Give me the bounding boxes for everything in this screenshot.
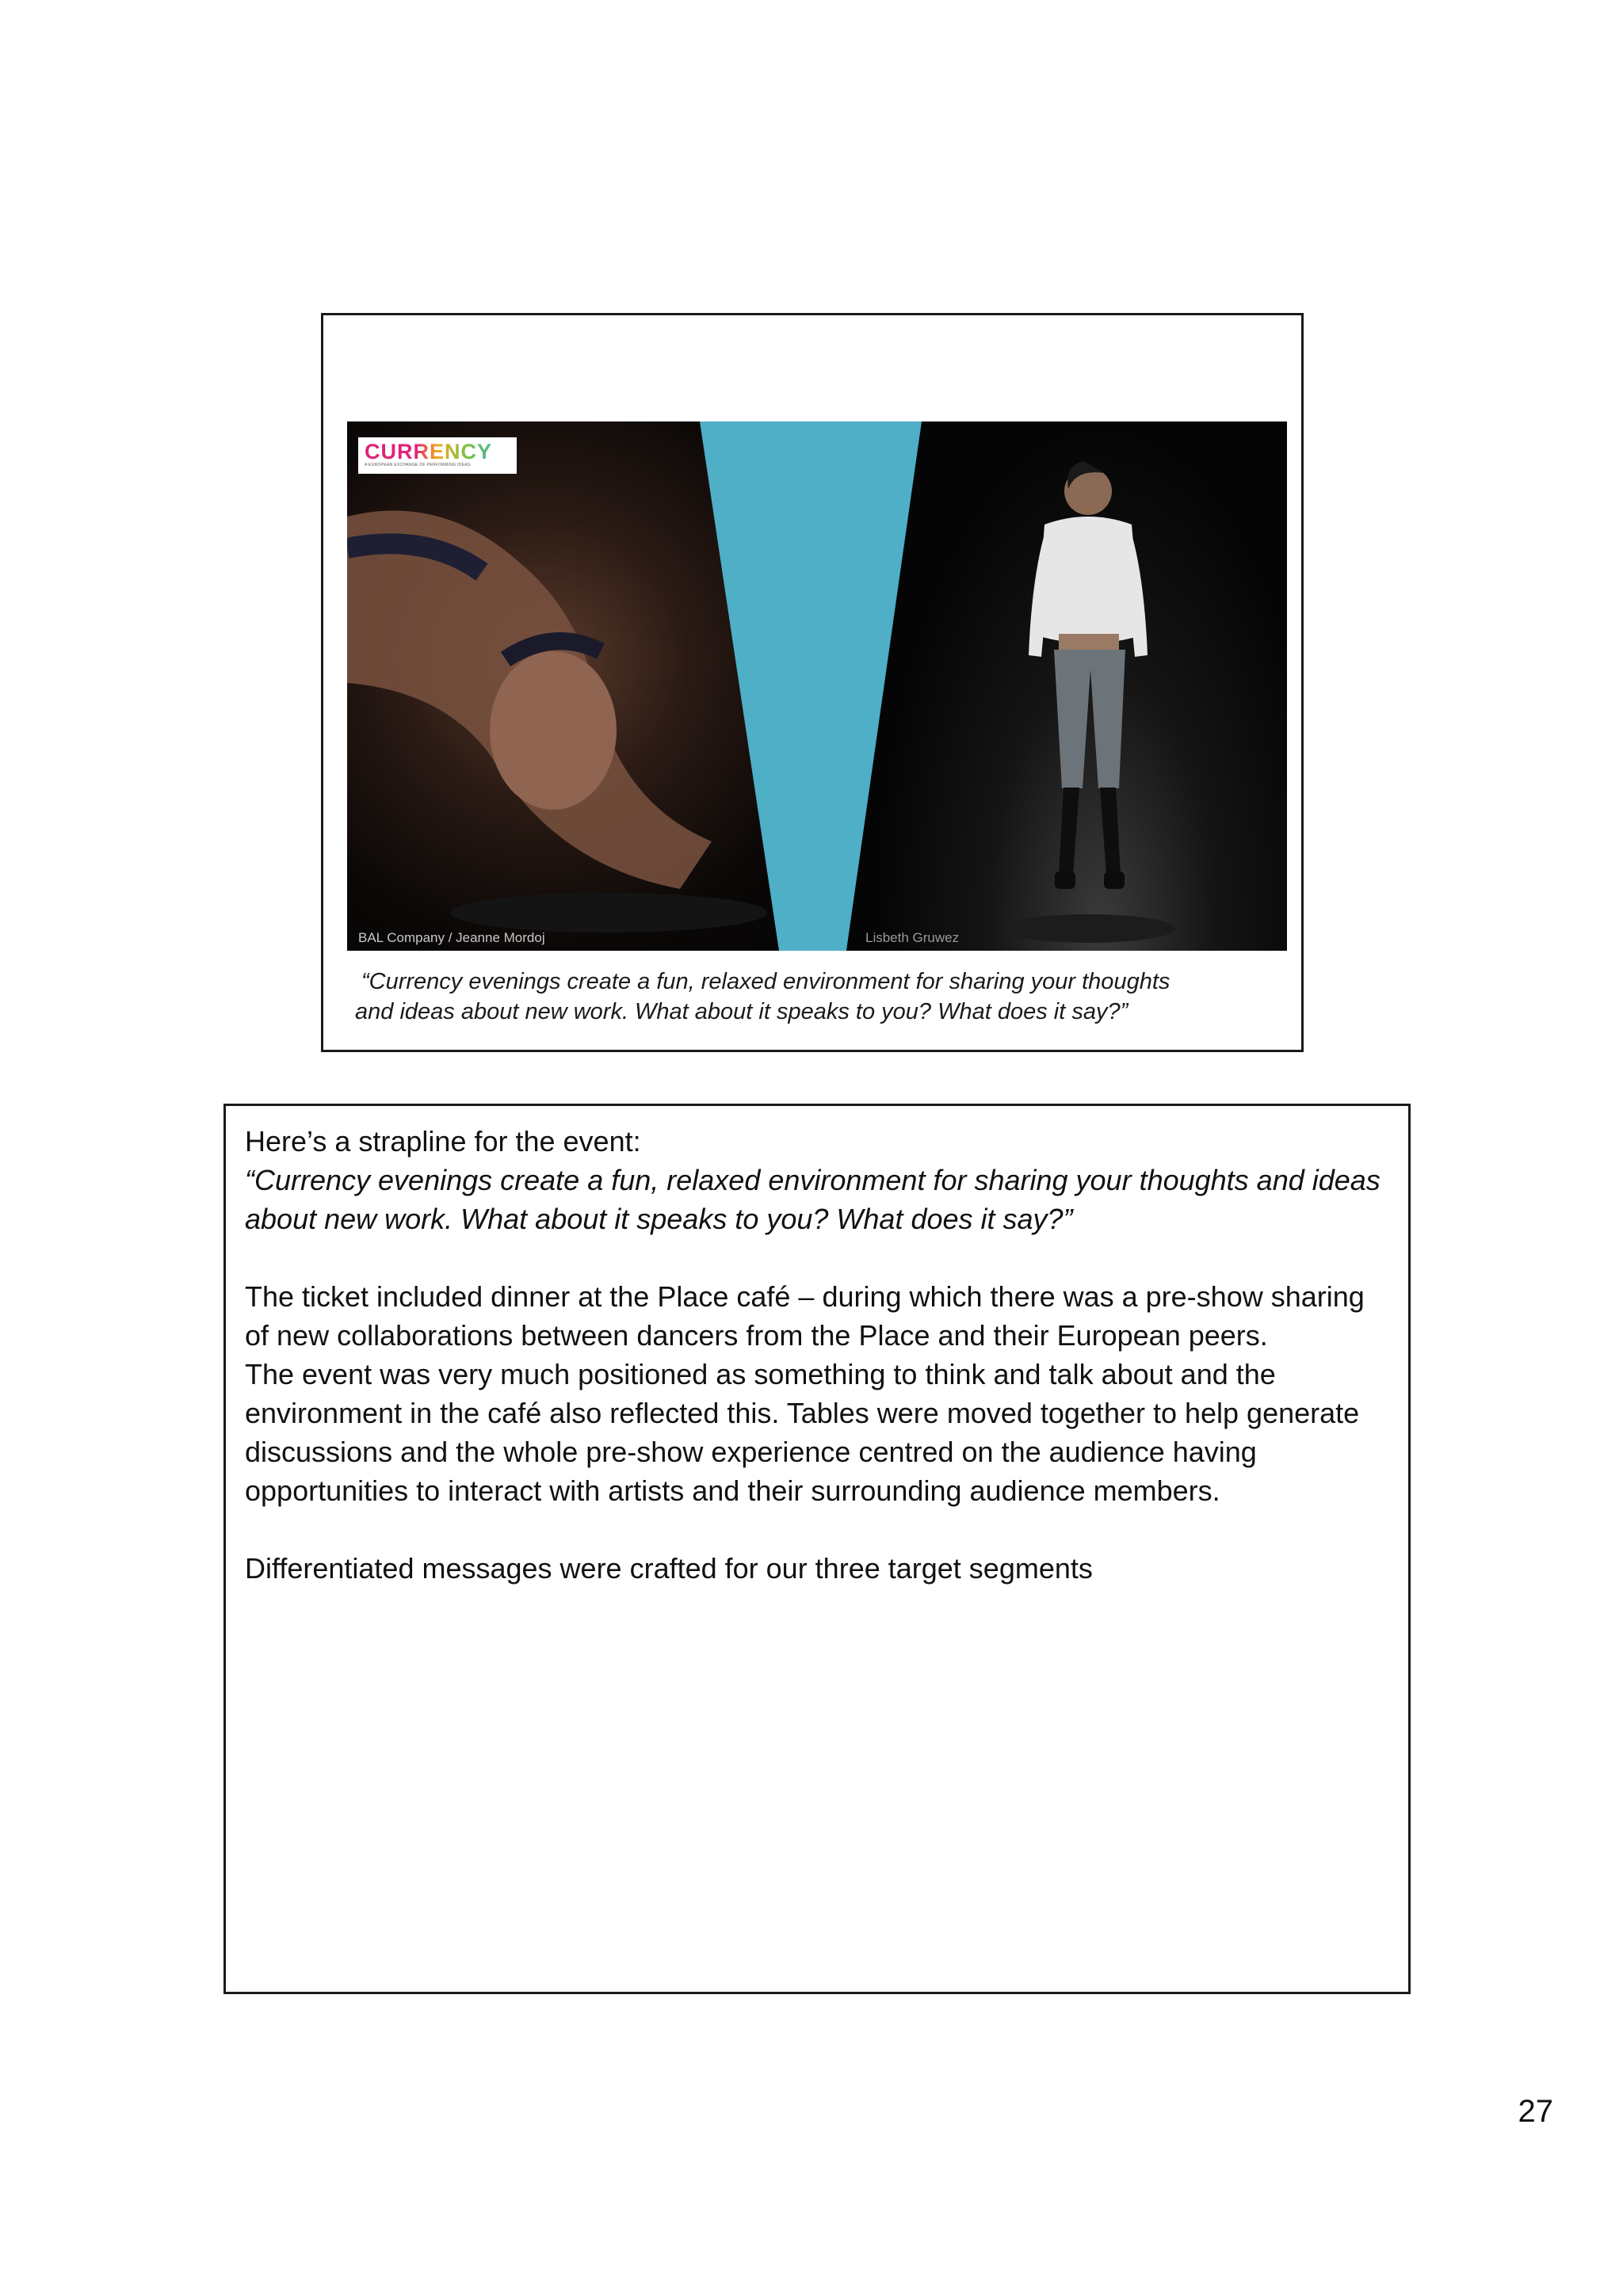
blank-line xyxy=(245,1238,1389,1277)
dancer-left-figure xyxy=(347,421,1287,951)
logo-tagline: A EUROPEAN EXCHANGE OF PERFORMING IDEAS xyxy=(365,463,471,467)
notes-paragraph-3: Differentiated messages were crafted for our three target segments xyxy=(245,1552,1093,1585)
slide-caption xyxy=(355,967,1282,1027)
page-number: 27 xyxy=(1518,2094,1553,2129)
blank-line xyxy=(245,1510,1389,1549)
notes-paragraph-1: The ticket included dinner at the Place café – during which there was a pre-show sharing of new collaborations between dancers from the Place and their European peers. xyxy=(245,1280,1365,1352)
slide-thumbnail xyxy=(321,313,1304,1052)
photo-credit-right: Lisbeth Gruwez xyxy=(865,930,960,945)
logo-wordmark: CURRENCY xyxy=(365,441,510,463)
notes-quote: “Currency evenings create a fun, relaxed environment for sharing your thoughts and ideas about new work. What about it speaks to you? What does it say?” xyxy=(245,1164,1381,1235)
photo-credit-left: BAL Company / Jeanne Mordoj xyxy=(358,930,545,945)
currency-logo xyxy=(358,437,517,474)
notes-intro: Here’s a strapline for the event: xyxy=(245,1125,641,1158)
caption-line-1: “Currency evenings create a fun, relaxed environment for sharing your thoughts xyxy=(361,969,1170,994)
slide-photo xyxy=(347,421,1287,951)
caption-line-2: and ideas about new work. What about it speaks to you? What does it say?” xyxy=(355,999,1128,1024)
speaker-notes xyxy=(223,1104,1411,1994)
notes-paragraph-2: The event was very much positioned as something to think and talk about and the environment in the café also reflected this. Tables were moved together to help generate discussions and the whole pre-show experience centred on the audience having opportunities to interact with artists and their surrounding audience members. xyxy=(245,1358,1360,1507)
